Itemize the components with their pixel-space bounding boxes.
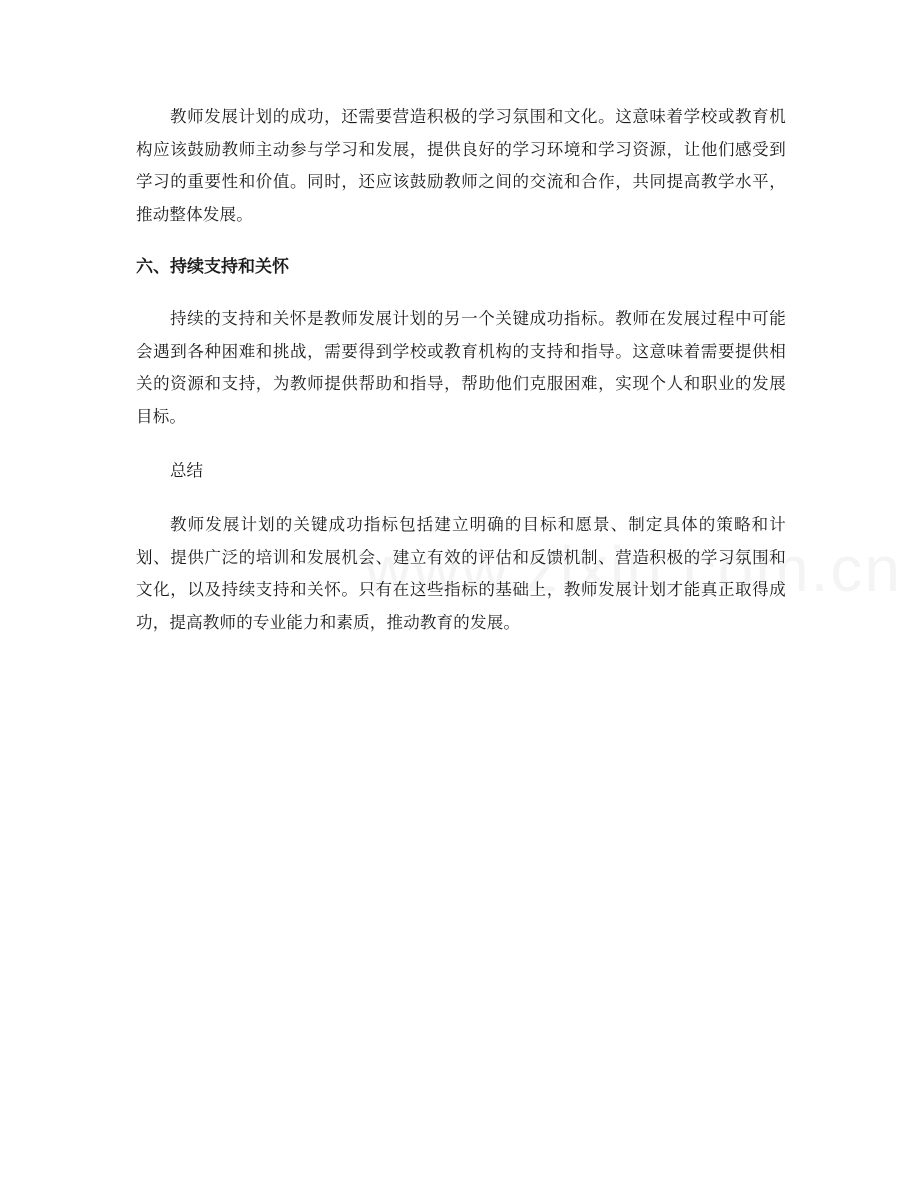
paragraph-summary: 教师发展计划的关键成功指标包括建立明确的目标和愿景、制定具体的策略和计划、提供广泛的培训和发展机会、建立有效的评估和反馈机制、营造积极的学习氛围和文化，以及持续支持和关怀。只有在这些指标的基础上，教师发展计划才能真正取得成功，提高教师的专业能力和素质，推动教育的发展。 (136, 515, 786, 632)
section-heading-continuous-support: 六、持续支持和关怀 (136, 257, 289, 277)
paragraph-continuous-support: 持续的支持和关怀是教师发展计划的另一个关键成功指标。教师在发展过程中可能会遇到各种困难和挑战，需要得到学校或教育机构的支持和指导。这意味着需要提供相关的资源和支持，为教师提供帮助和指导，帮助他们克服困难，实现个人和职业的发展目标。 (136, 309, 786, 426)
document-page (136, 101, 786, 639)
summary-heading: 总结 (170, 461, 203, 480)
paragraph-learning-culture: 教师发展计划的成功，还需要营造积极的学习氛围和文化。这意味着学校或教育机构应该鼓励教师主动参与学习和发展，提供良好的学习环境和学习资源，让他们感受到学习的重要性和价值。同时，还应该鼓励教师之间的交流和合作，共同提高教学水平，推动整体发展。 (136, 107, 786, 224)
